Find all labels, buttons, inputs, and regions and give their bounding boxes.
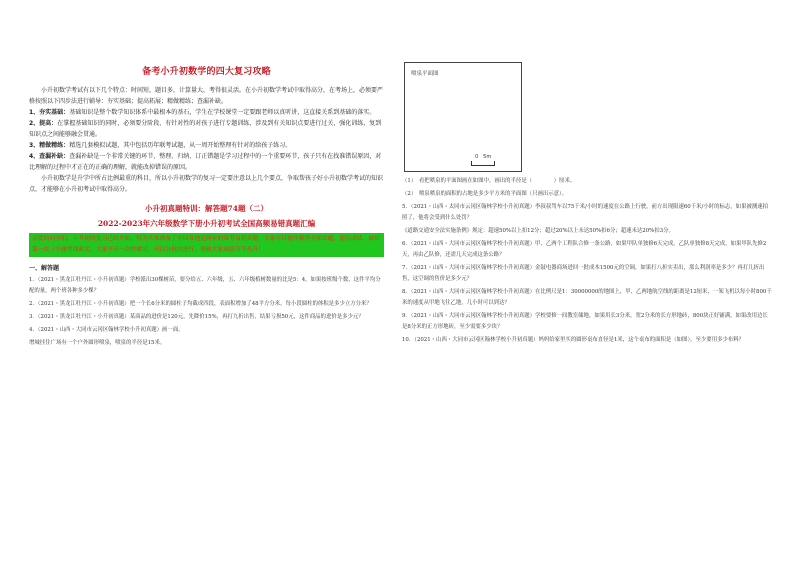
question-3: 3．（2021・黑龙江牡丹江・小升初真题）某商品的进价是120元，先降价15%，再打九折出售，结果亏损50元，这件商品的进价是多少元？ [29,314,364,320]
point-2-label: 2、提高： [29,120,58,127]
question-4-detail: 增城挂住广场有一个户外圆形喷泉，喷泉的半径是15米。 [29,340,166,346]
intro-paragraph: 小升初数学考试有以下几个特点：时间短，题目多，计算量大，考得很灵活。在小升初数学考试中取得高分，在考场上，必须要严格按照以下四步法进行辅导：夯实基础；提高拓展；精做精练；查漏补缺。 [29,87,384,105]
notice-banner: 亲爱的同学们，小升初的复习已经开始，特为大家准备了全国各地近两年的常考易错真题，大家可以提升解答全部试题，提高成绩，破却第一次三个题型探索关，大家不可一次性做完，可以分批次进行，预祝大家成绩节节高升！ [29,233,384,257]
point-2 [29,118,384,140]
point-3-label: 3、精做精练： [29,142,70,149]
point-4 [29,151,384,173]
right-question-a: （1） 看把喷泉的平面图画在如图中，画出的半径是（ ）厘米。 [402,178,576,184]
point-1 [29,107,384,118]
question-10: 10．（2021・山西・大同市云冈区翰林学校小升初真题）妈妈给家里买的圆形桌布直径是1米，这个桌布的面积是（如图），至少要用多少布料？ [402,337,745,343]
question-7: 7．（2021・山西・大同市云冈区翰林学校小升初真题）金鼓电器商场进回一批成本1500元的空调，如果打八折实卖出，那么利润率是多少？再打几折出售，这空调的售价是多少元？ [402,265,765,282]
point-3-text: 精选几套模拟试题，其中包括历年联考试题，从一周开始整理有针对的给孩子练习。 [69,142,292,149]
fountain-map-box [404,62,522,172]
right-column [402,176,772,348]
point-2-text: 在掌握基础知识的同时，必须要分阶段、有针对性的对孩子进行专题训练，涉及到有关知识点要进行过关，强化训练，复到知识点之间能够融会贯通。 [29,120,382,138]
review-title: 备考小升初数学的四大复习攻略 [142,67,271,77]
left-column [29,60,384,351]
point-3 [29,140,384,151]
point-4-label: 4、查漏补缺： [29,153,70,160]
point-4-text: 查漏补缺是一个非常关键的环节，整理、归纳、订正错题是学习过程中的一个重要环节，孩子只有在找准错误原因，对比理解的过程中才正在的正确的理解，就能改掉错误的原因。 [29,153,382,171]
point-1-text: 基础知识是整个数学知识体系中最根本的基石，学生在学校课堂一定要跟老师以真听讲，这直接关系到基础的落实。 [69,109,376,116]
question-1: 1．（2021・黑龙江牡丹江・小升初真题）学校派出30棵树苗，要分给五、六年级，五、六年级植树数量的比是5：4，如果按班级个数，这件平均分配的量，两个班各种多少棵？ [29,277,381,294]
question-6: 6．（2021・山西・大同市云冈区翰林学校小升初真题）甲、乙两个工程队合修一条公路，如果甲队单独修6天完成，乙队单独修8天完成，如果甲队先修2天，再由乙队修，还需几天完成这条公路？ [402,241,767,258]
question-8: 8．（2021・山西・大同市云冈区翰林学校小升初真题）在比例尺是1：30000000的地图上，甲、乙两地航空线的距离是12厘米，一架飞机以每小时800千米的速度从甲地飞往乙地，几小时可以到达？ [402,289,772,306]
question-9: 9．（2021・山西・大同市云冈区翰林学校小升初真题）学校要修一间教室储地，如果用长3分米，宽2分米的长方形地砖，800块正好铺满，如果改用边长是8分米的正方形地砖，至少需要多少块？ [402,313,768,330]
map-scale-label: 0 5m [475,154,492,160]
map-scale-bar [471,161,495,166]
question-5: 5．（2021・山西・太同市云冈区翰林学校小升初真题）李叔叔驾车以75千米/小时的速度在公路上行驶，前方出现限速60千米/小时的标志，如果被测速拍照了，他将会受到什么处罚？ [402,204,769,221]
point-1-label: 1、夯实基础： [29,109,70,116]
right-question-b: （2） 喷泉喷泉的面积的占地是多少平方米的平面图（只画出示意）。 [402,191,568,197]
map-title: 喷泉平面图 [411,71,439,77]
closing-paragraph: 小升初数学是升学中所占比例最重的科目，所以小升初数学的复习一定要注意以上几个要点，争取帮孩子好小升初数学考试的知识点，才能够在小升初考试中取得高分。 [29,175,384,193]
question-4: 4．（2021・山西・大同市云冈区翰林学校小升初真题）画一面。 [29,327,184,333]
section-heading: 一、解答题 [29,265,60,272]
red-title: 2022-2023年六年级数学下册小升初考试全国高频易错真题汇编 [97,219,316,228]
red-subtitle: 小升初真题特训：解答题74题（二） [145,204,268,213]
question-2: 2．（2021・黑龙江牡丹江・小升初真题）把一个长6分米的圆柱子均截成四段，表面积增加了48平方分米，每小段圆柱的体积是多少立方分米？ [29,301,372,307]
question-5-rule: 《道路交通安全法实施条例》规定：超速50%以上扣12分；超过20%以上未达50%扣6分；超速未达20%扣3分。 [402,228,674,234]
